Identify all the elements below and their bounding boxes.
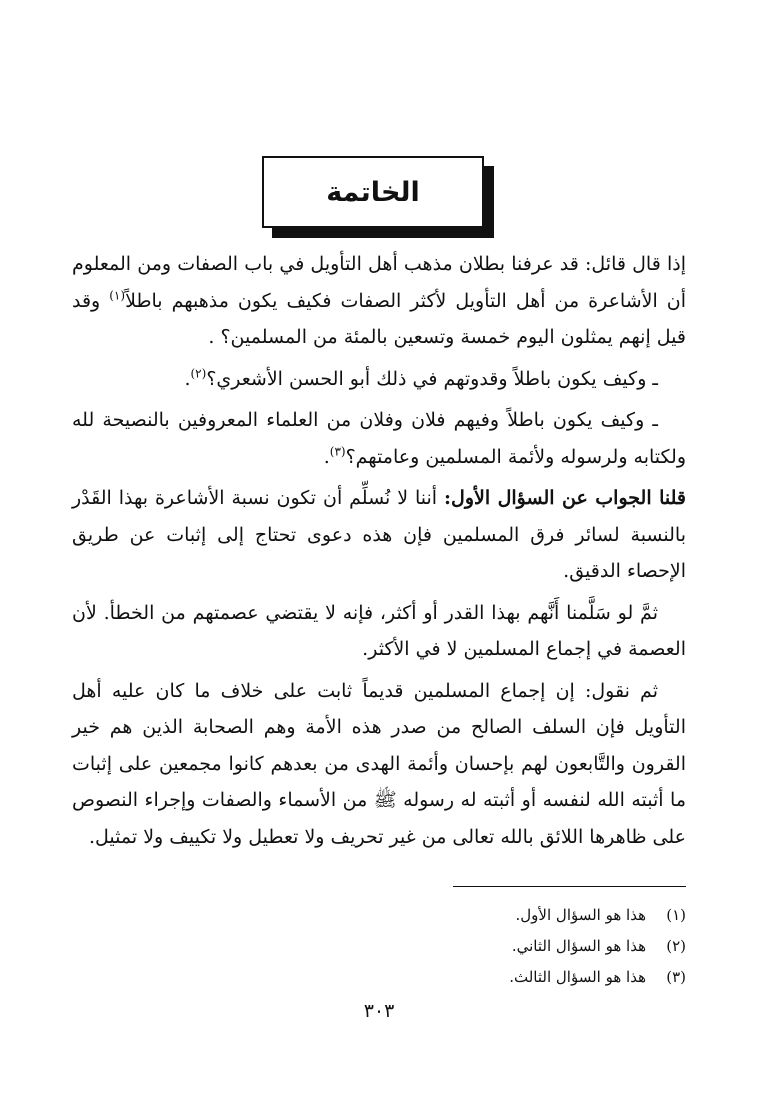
footnote-separator — [453, 886, 686, 887]
body-text — [72, 246, 686, 860]
footnote-ref-2: (٢) — [190, 366, 207, 381]
footnote-item: (٣)هذا هو السؤال الثالث. — [509, 968, 686, 986]
paragraph-answer-2: ثمَّ لو سَلَّمنا أَنَّهم بهذا القدر أو أكثر، فإنه لا يقتضي عصمتهم من الخطأ. لأن العصمة في إجماع المسلمين لا في الأكثر. — [72, 601, 686, 660]
chapter-title-frame — [262, 156, 484, 228]
chapter-title: الخاتمة — [326, 176, 420, 208]
paragraph-question-2: ـ وكيف يكون باطلاً وقدوتهم في ذلك أبو الحسن الأشعري؟$^{(٢)}$. — [184, 366, 658, 390]
footnote-ref-1: (١) — [109, 288, 126, 303]
footnote-item: (٢)هذا هو السؤال الثاني. — [511, 937, 686, 955]
paragraph-question-3: ـ وكيف يكون باطلاً وفيهم فلان وفلان من العلماء المعروفين بالنصيحة لله ولكتابه ولرسوله ولأئمة المسلمين وعامتهم؟$^{(٣)}$. — [72, 409, 686, 468]
paragraph-answer-1: قلنا الجواب عن السؤال الأول: أننا لا نُسلِّم أن تكون نسبة الأشاعرة بهذا القَدْر بالنسبة لسائر فرق المسلمين فإن هذه دعوى تحتاج إلى إثبات عن طريق الإحصاء الدقيق. — [72, 487, 686, 582]
footnote-item: (١)هذا هو السؤال الأول. — [515, 906, 686, 924]
paragraph-answer-3: ثم نقول: إن إجماع المسلمين قديماً ثابت على خلاف ما كان عليه أهل التأويل فإن السلف الصالح من صدر هذه الأمة وهم الصحابة الذين هم خير القرون والتَّابعون لهم بإحسان وأئمة الهدى من بعدهم كانوا مجمعين على إثبات ما أثبته الله لنفسه أو أثبته له رسوله ﷺ من الأسماء والصفات وإجراء النصوص على ظاهرها اللائق بالله تعالى من غير تحريف ولا تعطيل ولا تكييف ولا تمثيل. — [72, 679, 686, 848]
footnote-ref-3: (٣) — [329, 444, 346, 459]
footnotes — [380, 900, 686, 993]
page-number: ٣٠٣ — [363, 1000, 395, 1022]
paragraph-question: إذا قال قائل: قد عرفنا بطلان مذهب أهل التأويل في باب الصفات ومن المعلوم أن الأشاعرة من أهل التأويل لأكثر الصفات فكيف يكون مذهبهم باطلاً$^{(١)}$ وقد قيل إنهم يمثلون اليوم خمسة وتسعين بالمئة من المسلمين؟ . — [72, 253, 686, 348]
answer-lead: قلنا الجواب عن السؤال الأول: — [444, 487, 686, 509]
title-box — [262, 156, 484, 228]
